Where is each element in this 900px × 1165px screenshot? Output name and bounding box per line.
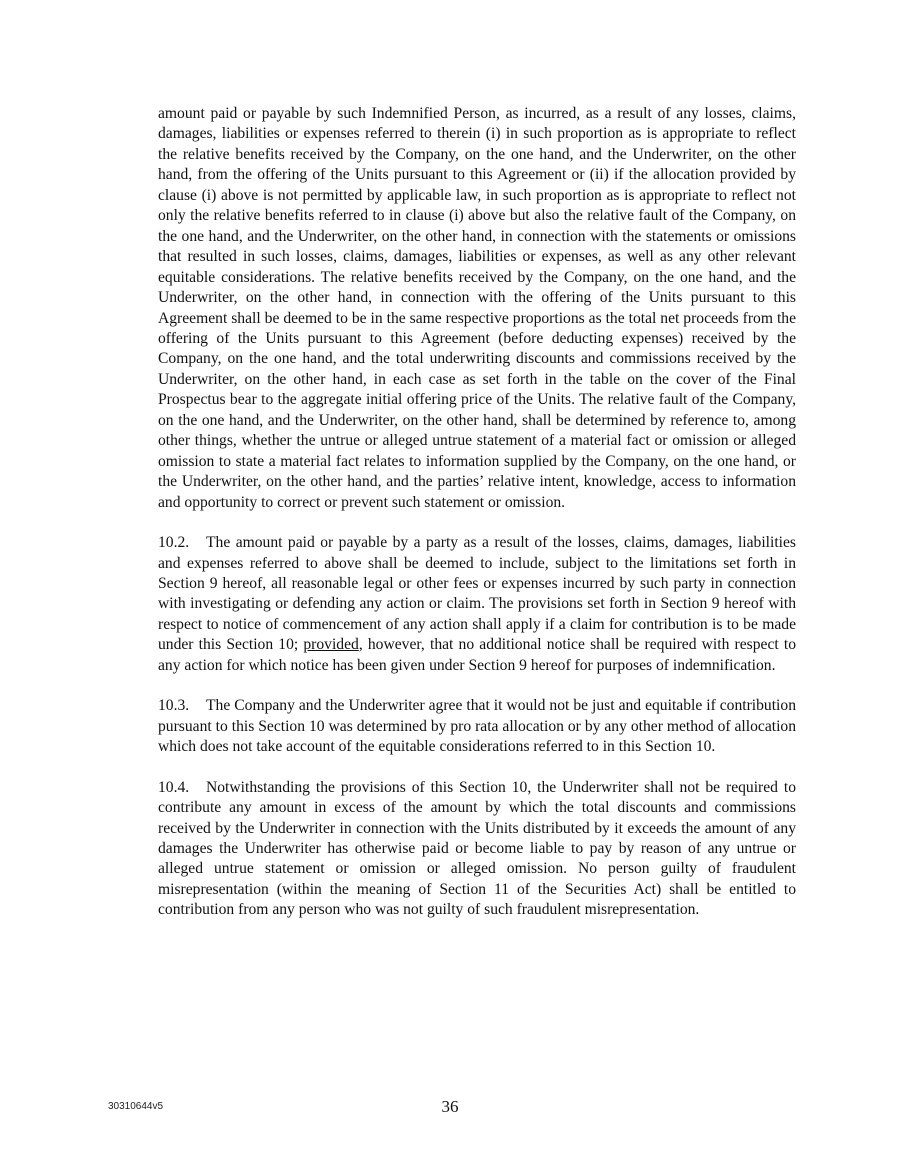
- section-number: 10.3.: [158, 697, 190, 715]
- paragraph-10-2: [158, 533, 796, 676]
- paragraph-continuation: [158, 104, 796, 513]
- section-number: 10.4.: [158, 778, 190, 796]
- paragraph-10-3: [158, 696, 796, 757]
- document-id: 30310644v5: [108, 1101, 164, 1112]
- section-number: 10.2.: [158, 534, 190, 552]
- paragraph-10-4: [158, 778, 796, 921]
- paragraph-text: The amount paid or payable by a party as a result of the losses, claims, damages, liabilities and expenses referred to above shall be deemed to include, subject to the limitations set forth in Section 9 hereof, all reasonable legal or other fees or expenses incurred by such party in connection with investigating or defending any action or claim. The provisions set forth in Section 9 hereof with respect to notice of commencement of any action shall apply if a claim for contribution is to be made under this Section 10;: [158, 534, 796, 654]
- paragraph-text: Notwithstanding the provisions of this Section 10, the Underwriter shall not be required to contribute any amount in excess of the amount by which the total discounts and commissions received by the Underwriter in connection with the Units distributed by it exceeds the amount of any damages the Underwriter has otherwise paid or become liable to pay by reason of any untrue or alleged untrue statement or omission or alleged omission. No person guilty of fraudulent misrepresentation (within the meaning of Section 11 of the Securities Act) shall be entitled to contribution from any person who was not guilty of such fraudulent misrepresentation.: [158, 778, 796, 919]
- paragraph-text: The Company and the Underwriter agree that it would not be just and equitable if contribution pursuant to this Section 10 was determined by pro rata allocation or by any other method of allocation which does not take account of the equitable considerations referred to in this Section 10.: [158, 697, 796, 756]
- page-number: 36: [441, 1097, 459, 1116]
- paragraph-text-continued: , however, that no additional notice shall be required with respect to any action for which notice has been given under Section 9 hereof for purposes of indemnification.: [158, 636, 796, 674]
- underlined-term: provided: [303, 636, 359, 654]
- paragraph-text: amount paid or payable by such Indemnified Person, as incurred, as a result of any losses, claims, damages, liabilities or expenses referred to therein (i) in such proportion as is appropriate to reflect the relative benefits received by the Company, on the one hand, and the Underwriter, on the other hand, from the offering of the Units pursuant to this Agreement or (ii) if the allocation provided by clause (i) above is not permitted by applicable law, in such proportion as is appropriate to reflect not only the relative benefits referred to in clause (i) above but also the relative fault of the Company, on the one hand, and the Underwriter, on the other hand, in connection with the statements or omissions that resulted in such losses, claims, damages, liabilities or expenses, as well as any other relevant equitable considerations. The relative benefits received by the Company, on the one hand, and the Underwriter, on the other hand, in connection with the offering of the Units pursuant to this Agreement shall be deemed to be in the same respective proportions as the total net proceeds from the offering of the Units pursuant to this Agreement (before deducting expenses) received by the Company, on the one hand, and the total underwriting discounts and commissions received by the Underwriter, on the other hand, in each case as set forth in the table on the cover of the Final Prospectus bear to the aggregate initial offering price of the Units. The relative fault of the Company, on the one hand, and the Underwriter, on the other hand, shall be determined by reference to, among other things, whether the untrue or alleged untrue statement of a material fact or omission or alleged omission to state a material fact relates to information supplied by the Company, on the one hand, or the Underwriter, on the other hand, and the parties’ relative intent, knowledge, access to information and opportunity to correct or prevent such statement or omission.: [158, 105, 796, 511]
- document-body: [158, 104, 796, 921]
